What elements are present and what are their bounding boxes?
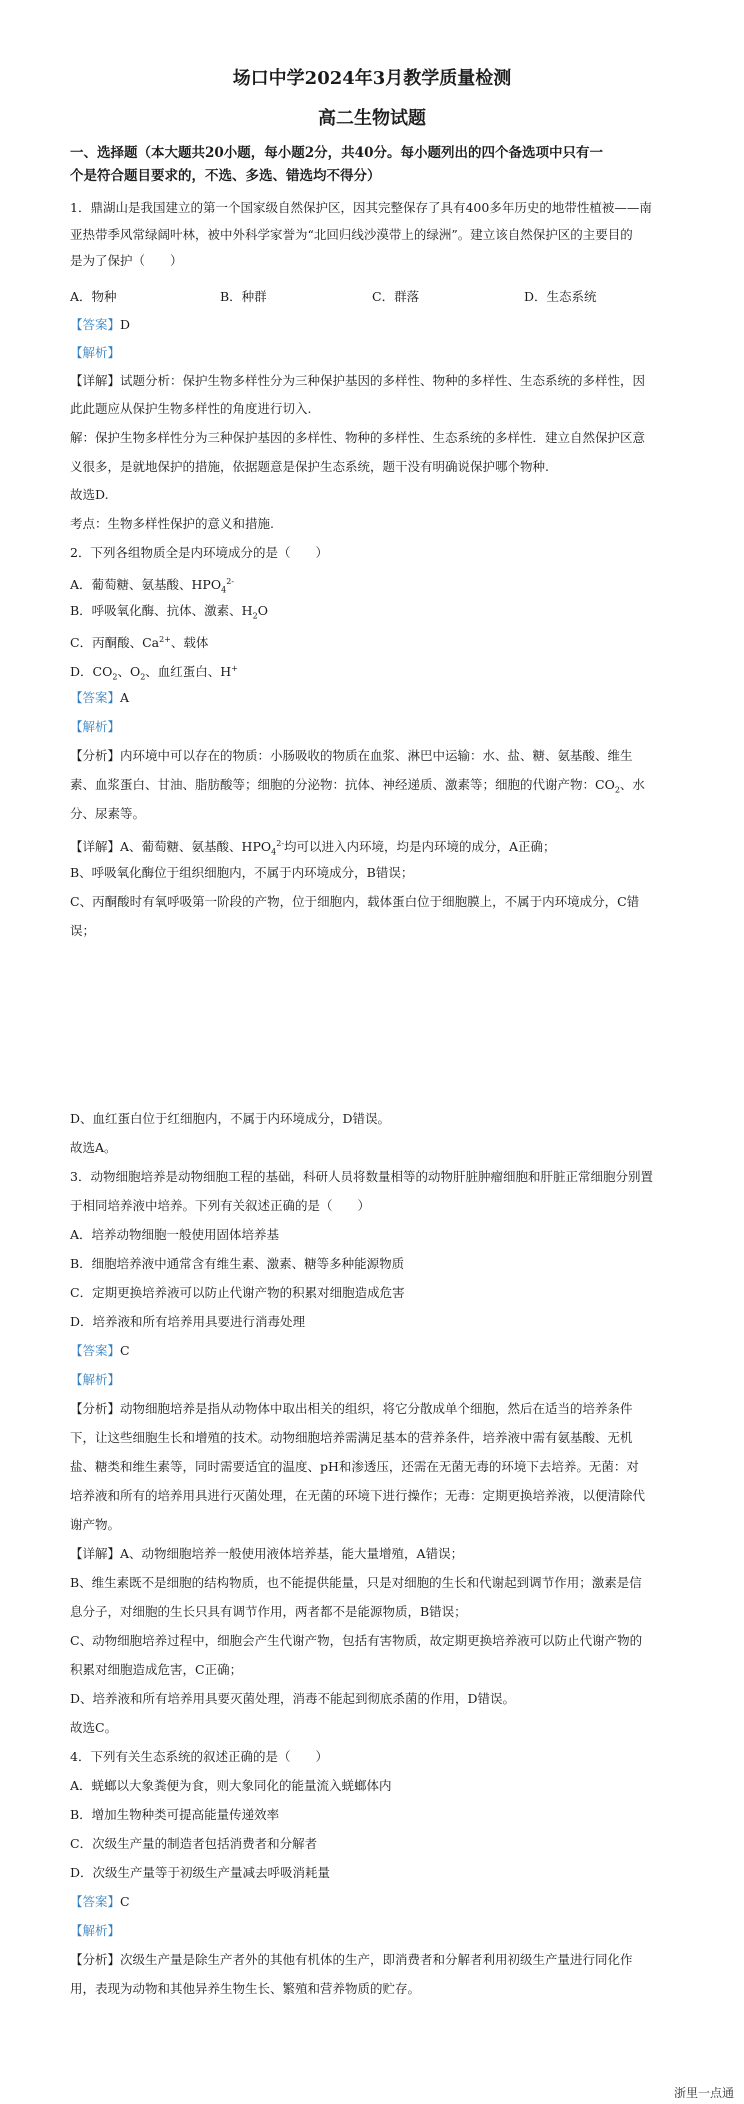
q2-analysis-line2 (70, 777, 680, 799)
q3-analysis-tag: 【解析】 (70, 1372, 121, 1387)
q2-answer (70, 690, 680, 706)
detail-text-tail: 均可以进入内环境，均是内环境的成分，A正确； (284, 839, 556, 855)
q2-detail-line6: 故选A。 (70, 1140, 117, 1155)
q1-detail-line1 (70, 373, 680, 389)
analysis-tag: 【分析】 (70, 748, 121, 763)
answer-tag: 【答案】 (70, 317, 121, 332)
q4-stem: 4．下列有关生态系统的叙述正确的是（ ） (70, 1749, 328, 1764)
analysis-text: 内环境中可以存在的物质：小肠吸收的物质在血浆、淋巴中运输：水、盐、糖、氨基酸、维生 (120, 748, 633, 763)
answer-tag: 【答案】 (70, 1894, 121, 1909)
q1-stem-line2: 亚热带季风常绿阔叶林，被中外科学家誉为“北回归线沙漠带上的绿洲”。建立该自然保护区的主要目的 (70, 227, 633, 242)
q2-option-d (70, 661, 680, 686)
section-heading-line1: 一、选择题（本大题共20小题，每小题2分，共40分。每小题列出的四个备选项中只有一 (70, 145, 603, 161)
q1-detail-line4: 义很多，是就地保护的措施，依据题意是保护生态系统，题干没有明确说保护哪个物种. (70, 459, 549, 474)
q1-option-a: A．物种 (70, 289, 117, 304)
detail-text: A、动物细胞培养一般使用液体培养基，能大量增殖，A错误； (120, 1546, 464, 1561)
subscript: 4 (271, 847, 277, 857)
q1-option-b: B．种群 (220, 289, 267, 304)
q1-analysis-tag: 【解析】 (70, 345, 121, 360)
detail-text: A、葡萄糖、氨基酸、HPO (120, 839, 272, 855)
detail-tag: 【详解】 (70, 373, 121, 388)
q1-detail-line2: 此此题应从保护生物多样性的角度进行切入. (70, 401, 312, 416)
analysis-tag: 【分析】 (70, 1952, 121, 1967)
q2-stem: 2．下列各组物质全是内环境成分的是（ ） (70, 545, 328, 560)
option-text-tail: O (257, 603, 268, 618)
q1-stem-line3: 是为了保护（ ） (70, 253, 183, 268)
q3-detail-line6: D、培养液和所有培养用具要灭菌处理，消毒不能起到彻底杀菌的作用，D错误。 (70, 1691, 516, 1706)
answer-value: C (120, 1894, 130, 1909)
q3-detail-line2: B、维生素既不是细胞的结构物质，也不能提供能量，只是对细胞的生长和代谢起到调节作用；激素是信 (70, 1575, 642, 1590)
superscript: 2- (226, 577, 234, 586)
subscript: 4 (221, 585, 227, 595)
q3-analysis-line5: 谢产物。 (70, 1517, 121, 1532)
q2-option-c (70, 632, 680, 651)
q2-detail-line3: C、丙酮酸时有氧呼吸第一阶段的产物，位于细胞内，载体蛋白位于细胞膜上，不属于内环境成分，C错 (70, 894, 640, 909)
q3-option-d: D．培养液和所有培养用具要进行消毒处理 (70, 1314, 306, 1329)
q1-stem-line1: 1．鼎湖山是我国建立的第一个国家级自然保护区，因其完整保存了具有400多年历史的地带性植被——南 (70, 200, 652, 215)
q4-option-a: A．蜣螂以大象粪便为食，则大象同化的能量流入蜣螂体内 (70, 1778, 392, 1793)
q4-analysis-line2: 用，表现为动物和其他异养生物生长、繁殖和营养物质的贮存。 (70, 1981, 421, 1996)
q3-detail-line7: 故选C。 (70, 1720, 118, 1735)
option-text: B．呼吸氧化酶、抗体、激素、H (70, 603, 253, 618)
superscript: + (231, 664, 238, 673)
q2-detail-line5: D、血红蛋白位于红细胞内，不属于内环境成分，D错误。 (70, 1111, 391, 1126)
section-heading-line2: 个是符合题目要求的，不选、多选、错选均不得分） (70, 168, 381, 184)
answer-value: D (120, 317, 131, 332)
q2-analysis-tag: 【解析】 (70, 719, 121, 734)
q2-detail-line1 (70, 836, 680, 861)
subscript: 2 (112, 672, 118, 682)
q1-option-c: C．群落 (372, 289, 420, 304)
q4-analysis-tag: 【解析】 (70, 1923, 121, 1938)
q3-analysis-line3: 盐、糖类和维生素等，同时需要适宜的温度、pH和渗透压，还需在无菌无毒的环境下去培养。无菌：对 (70, 1459, 639, 1474)
subscript: 2 (252, 611, 258, 621)
option-text: C．丙酮酸、Ca (70, 635, 160, 651)
q3-option-a: A．培养动物细胞一般使用固体培养基 (70, 1227, 280, 1242)
q2-option-b (70, 603, 680, 625)
analysis-text: 素、血浆蛋白、甘油、脂肪酸等；细胞的分泌物：抗体、神经递质、激素等；细胞的代谢产物：CO (70, 777, 615, 792)
q3-stem-line1: 3．动物细胞培养是动物细胞工程的基础，科研人员将数量相等的动物肝脏肿瘤细胞和肝脏正常细胞分别置 (70, 1169, 653, 1184)
option-text-mid: 、O (117, 664, 141, 680)
q2-detail-line2: B、呼吸氧化酶位于组织细胞内，不属于内环境成分，B错误； (70, 865, 414, 880)
subscript: 2 (614, 785, 620, 795)
q4-option-b: B．增加生物种类可提高能量传递效率 (70, 1807, 280, 1822)
q3-detail-line1 (70, 1546, 680, 1562)
superscript: 2- (276, 839, 284, 848)
option-text: A．葡萄糖、氨基酸、HPO (70, 577, 222, 593)
answer-tag: 【答案】 (70, 1343, 121, 1358)
q1-detail-line5: 故选D. (70, 487, 109, 502)
analysis-text: 次级生产量是除生产者外的其他有机体的生产，即消费者和分解者利用初级生产量进行同化作 (120, 1952, 633, 1967)
footer-brand: 浙里一点通 (673, 2086, 734, 2100)
q3-stem-line2: 于相同培养液中培养。下列有关叙述正确的是（ ） (70, 1198, 371, 1213)
option-text-tail: 、血红蛋白、H (145, 664, 232, 680)
q3-analysis-line4: 培养液和所有的培养用具进行灭菌处理，在无菌的环境下进行操作；无毒：定期更换培养液，以便清除代 (70, 1488, 646, 1503)
option-text-tail: 、载体 (170, 635, 209, 651)
q3-detail-line5: 积累对细胞造成危害，C正确； (70, 1662, 243, 1677)
q4-option-d: D．次级生产量等于初级生产量减去呼吸消耗量 (70, 1865, 331, 1880)
q1-answer (70, 317, 680, 333)
q4-answer (70, 1894, 680, 1910)
subscript: 2 (140, 672, 146, 682)
exam-title: 场口中学2024年3月教学质量检测 (232, 68, 512, 89)
option-text: D．CO (70, 664, 113, 680)
q1-option-d: D．生态系统 (524, 289, 597, 304)
q4-option-c: C．次级生产量的制造者包括消费者和分解者 (70, 1836, 318, 1851)
answer-value: A (120, 690, 130, 705)
q1-detail-line6: 考点：生物多样性保护的意义和措施. (70, 516, 274, 531)
q2-analysis-line3: 分、尿素等。 (70, 806, 146, 821)
q4-analysis-line1 (70, 1952, 680, 1968)
q2-option-a (70, 574, 680, 599)
answer-tag: 【答案】 (70, 690, 121, 705)
q3-detail-line4: C、动物细胞培养过程中，细胞会产生代谢产物，包括有害物质，故定期更换培养液可以防止代谢产物的 (70, 1633, 643, 1648)
q3-analysis-line2: 下，让这些细胞生长和增殖的技术。动物细胞培养需满足基本的营养条件，培养液中需有氨基酸、无机 (70, 1430, 633, 1445)
detail-tag: 【详解】 (70, 1546, 121, 1561)
q3-analysis-line1 (70, 1401, 680, 1417)
q3-answer (70, 1343, 680, 1359)
exam-subtitle: 高二生物试题 (318, 108, 426, 129)
analysis-text: 动物细胞培养是指从动物体中取出相关的组织，将它分散成单个细胞，然后在适当的培养条件 (120, 1401, 633, 1416)
detail-text: 试题分析：保护生物多样性分为三种保护基因的多样性、物种的多样性、生态系统的多样性，因 (120, 373, 646, 388)
q2-detail-line4: 误； (70, 923, 96, 938)
q3-detail-line3: 息分子，对细胞的生长只具有调节作用，两者都不是能源物质，B错误； (70, 1604, 467, 1619)
answer-value: C (120, 1343, 130, 1358)
q3-option-b: B．细胞培养液中通常含有维生素、激素、糖等多种能源物质 (70, 1256, 405, 1271)
q1-detail-line3: 解：保护生物多样性分为三种保护基因的多样性、物种的多样性、生态系统的多样性．建立自然保护区意 (70, 430, 646, 445)
detail-tag: 【详解】 (70, 839, 121, 855)
q3-option-c: C．定期更换培养液可以防止代谢产物的积累对细胞造成危害 (70, 1285, 405, 1300)
analysis-text-tail: 、水 (619, 777, 645, 792)
q2-analysis-line1 (70, 748, 680, 764)
analysis-tag: 【分析】 (70, 1401, 121, 1416)
superscript: 2+ (159, 635, 171, 644)
